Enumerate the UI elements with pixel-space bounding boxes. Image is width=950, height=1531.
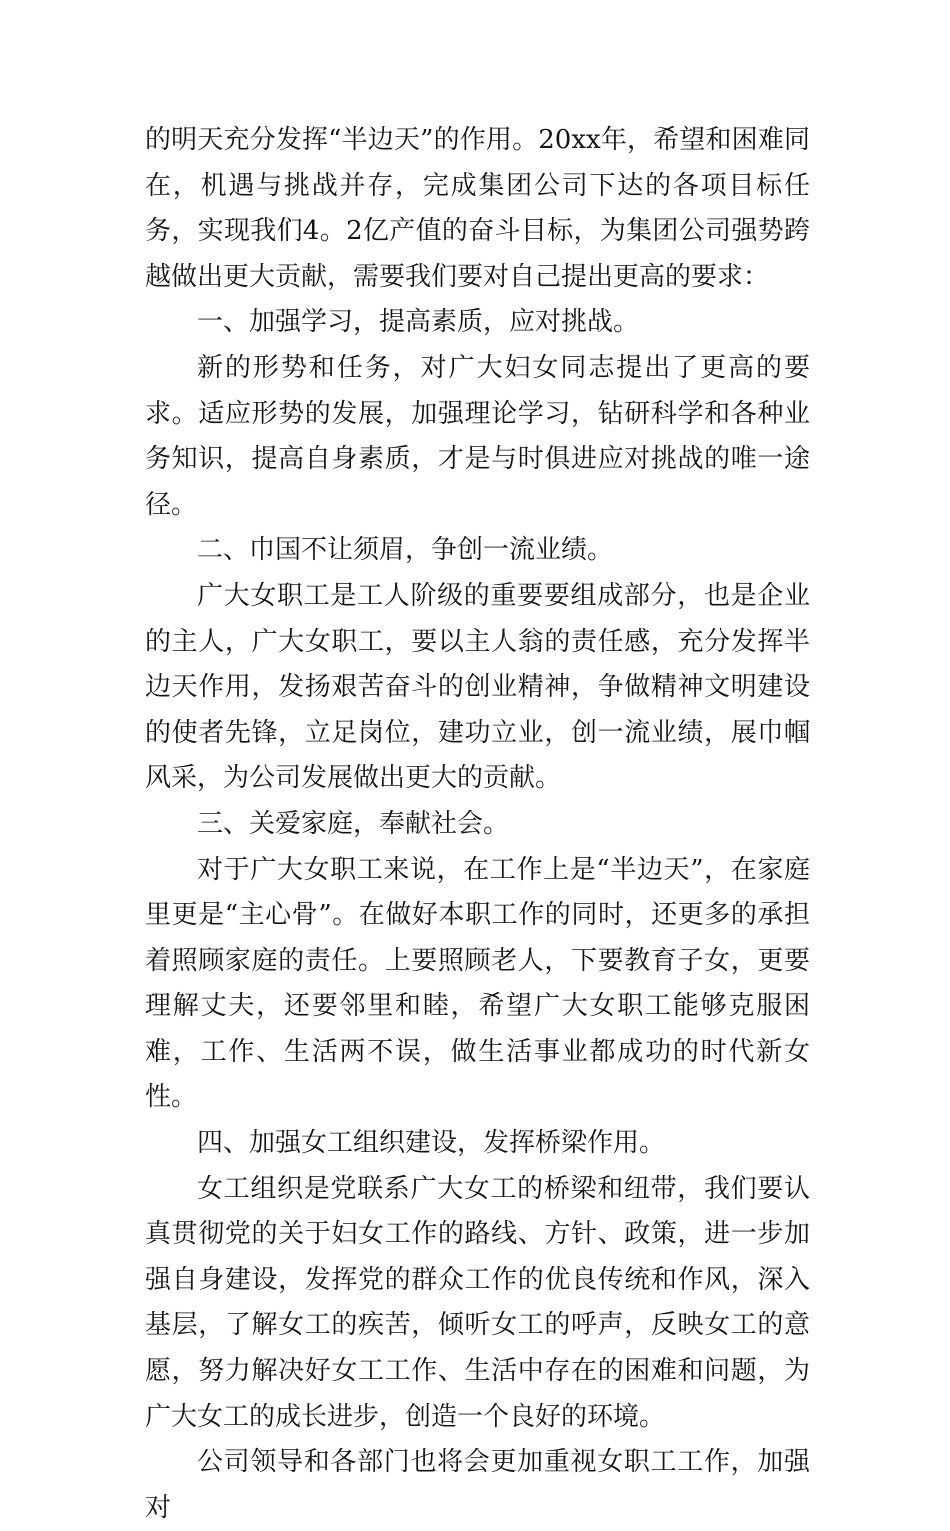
section-heading-2: 二、巾国不让须眉，争创一流业绩。 [197, 535, 614, 566]
paragraph: 新的形势和任务，对广大妇女同志提出了更高的要求。适应形势的发展，加强理论学习，钻研科学和各种业务知识，提高自身素质，才是与时俱进应对挑战的唯一途径。 [145, 352, 810, 520]
paragraph: 对于广大女职工来说，在工作上是“半边天”，在家庭里更是“主心骨”。在做好本职工作的同时，还更多的承担着照顾家庭的责任。上要照顾老人，下要教育子女，更要理解丈夫，还要邻里和睦，希望广大女职工能够克服困难，工作、生活两不误，做生活事业都成功的时代新女性。 [145, 854, 810, 1113]
section-heading-4: 四、加强女工组织建设，发挥桥梁作用。 [197, 1128, 666, 1159]
paragraph-continuation: 的明天充分发挥“半边天”的作用。20xx年，希望和困难同在，机遇与挑战并存，完成集团公司下达的各项目标任务，实现我们4。2亿产值的奋斗目标，为集团公司强势跨越做出更大贡献，需要我们要对自己提出更高的要求： [145, 125, 810, 292]
paragraph: 公司领导和各部门也将会更加重视女职工工作，加强对 [145, 1447, 810, 1523]
paragraph: 女工组织是党联系广大女工的桥梁和纽带，我们要认真贯彻党的关于妇女工作的路线、方针、政策，进一步加强自身建设，发挥党的群众工作的优良传统和作风，深入基层，了解女工的疾苦，倾听女工的呼声，反映女工的意愿，努力解决好女工工作、生活中存在的困难和问题，为广大女工的成长进步，创造一个良好的环境。 [145, 1173, 810, 1432]
section-heading-3: 三、关爱家庭，奉献社会。 [197, 808, 510, 839]
section-heading-1: 一、加强学习，提高素质，应对挑战。 [197, 307, 640, 338]
document-body [145, 118, 810, 1531]
paragraph: 广大女职工是工人阶级的重要要组成部分，也是企业的主人，广大女职工，要以主人翁的责任感，充分发挥半边天作用，发扬艰苦奋斗的创业精神，争做精神文明建设的使者先锋，立足岗位，建功立业，创一流业绩，展巾帼风采，为公司发展做出更大的贡献。 [145, 580, 810, 794]
